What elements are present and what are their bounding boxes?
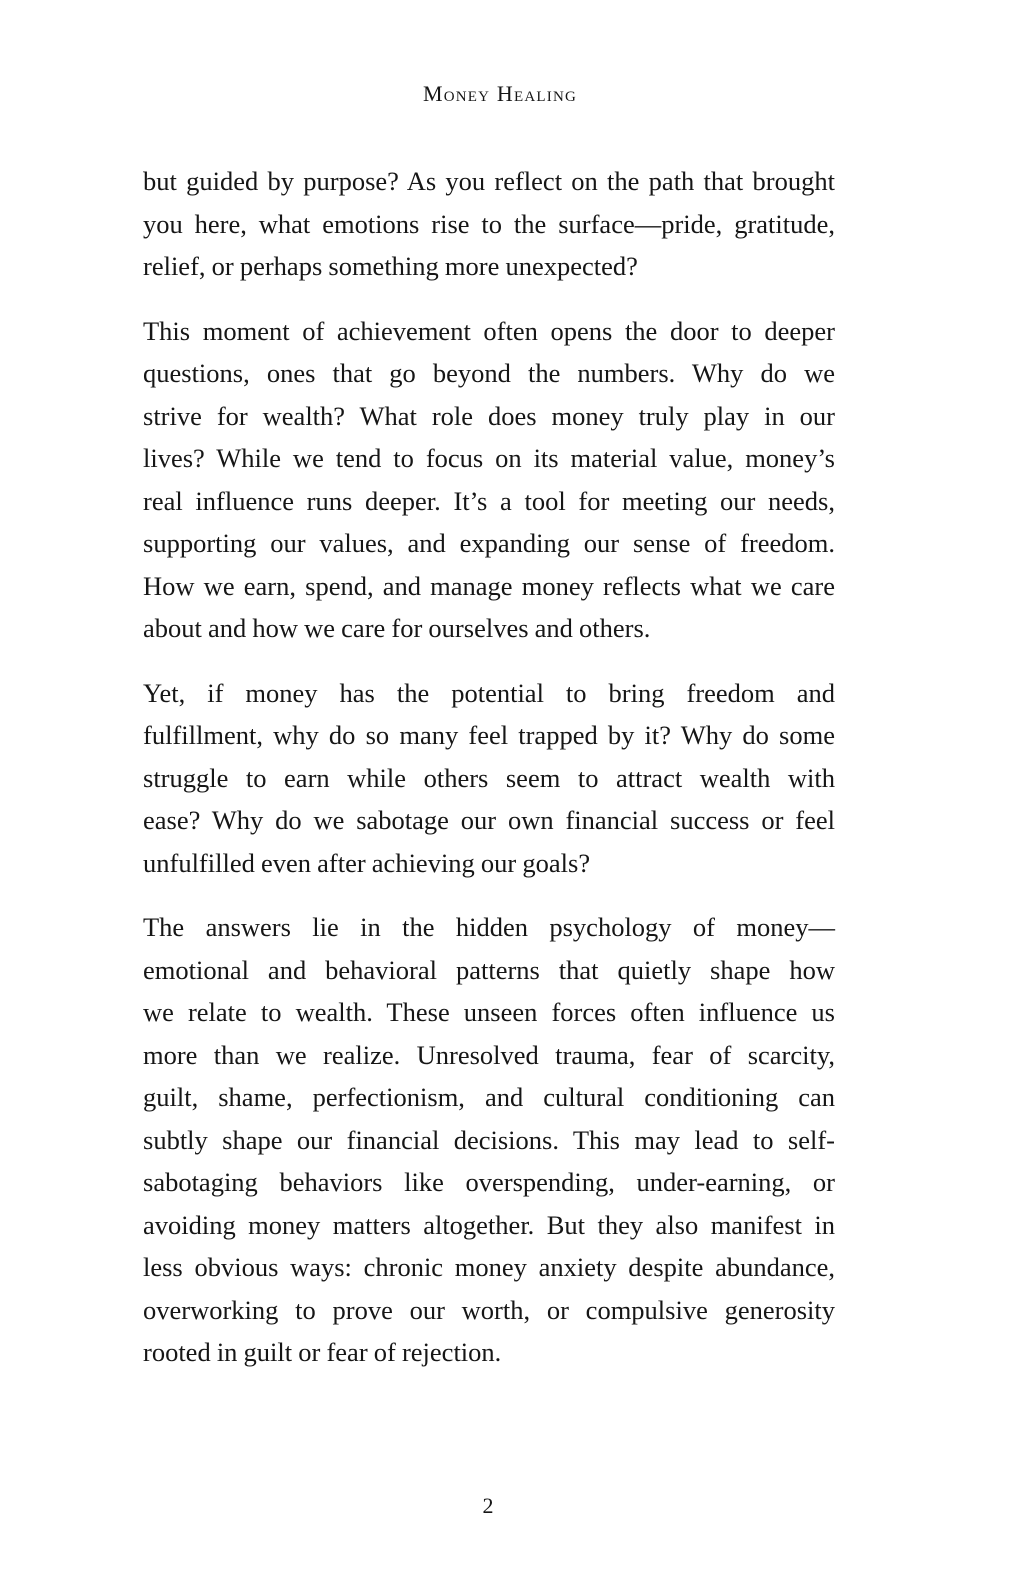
text-line: sabotaging behaviors like overspending, under-earning, or xyxy=(143,1167,835,1197)
text-line: struggle to earn while others seem to attract wealth with xyxy=(143,762,835,793)
text-line: The answers lie in the hidden psychology of money— xyxy=(143,912,835,942)
text-line: overworking to prove our worth, or compulsive generosity xyxy=(143,1294,835,1325)
paragraph-2 xyxy=(143,310,835,650)
text-line: Yet, if money has the potential to bring freedom and xyxy=(143,677,835,708)
text-line: less obvious ways: chronic money anxiety despite abundance, xyxy=(143,1252,835,1282)
body-text xyxy=(143,160,835,1396)
text-line: unfulfilled even after achieving our goals? xyxy=(143,847,591,878)
running-head-title: Money Healing xyxy=(422,81,578,106)
text-line: ease? Why do we sabotage our own financial success or feel xyxy=(143,805,835,835)
text-line: fulfillment, why do so many feel trapped by it? Why do some xyxy=(143,720,835,750)
text-line: more than we realize. Unresolved trauma, fear of scarcity, xyxy=(143,1039,835,1070)
text-line: you here, what emotions rise to the surface—pride, gratitude, xyxy=(143,208,835,239)
text-line: relief, or perhaps something more unexpected? xyxy=(143,251,638,281)
text-line: This moment of achievement often opens the door to deeper xyxy=(143,315,835,346)
text-line: subtly shape our financial decisions. This may lead to self- xyxy=(143,1124,835,1155)
text-line: avoiding money matters altogether. But they also manifest in xyxy=(143,1209,835,1240)
paragraph-3 xyxy=(143,672,835,885)
text-line: rooted in guilt or fear of rejection. xyxy=(143,1337,502,1367)
text-line: we relate to wealth. These unseen forces often influence us xyxy=(143,997,835,1027)
text-line: How we earn, spend, and manage money reflects what we care xyxy=(143,570,835,601)
text-line: questions, ones that go beyond the numbers. Why do we xyxy=(143,358,835,388)
text-line: real influence runs deeper. It’s a tool for meeting our needs, xyxy=(143,485,835,516)
paragraph-1 xyxy=(143,160,835,288)
text-line: supporting our values, and expanding our sense of freedom. xyxy=(143,528,835,558)
text-line: strive for wealth? What role does money truly play in our xyxy=(143,400,835,431)
text-line: about and how we care for ourselves and others. xyxy=(143,613,651,643)
text-line: but guided by purpose? As you reflect on the path that brought xyxy=(143,166,835,196)
page-number: 2 xyxy=(482,1493,494,1518)
paragraph-4 xyxy=(143,906,835,1374)
text-line: lives? While we tend to focus on its material value, money’s xyxy=(143,443,835,473)
text-line: emotional and behavioral patterns that quietly shape how xyxy=(143,954,835,985)
text-line: guilt, shame, perfectionism, and cultural conditioning can xyxy=(143,1082,835,1112)
